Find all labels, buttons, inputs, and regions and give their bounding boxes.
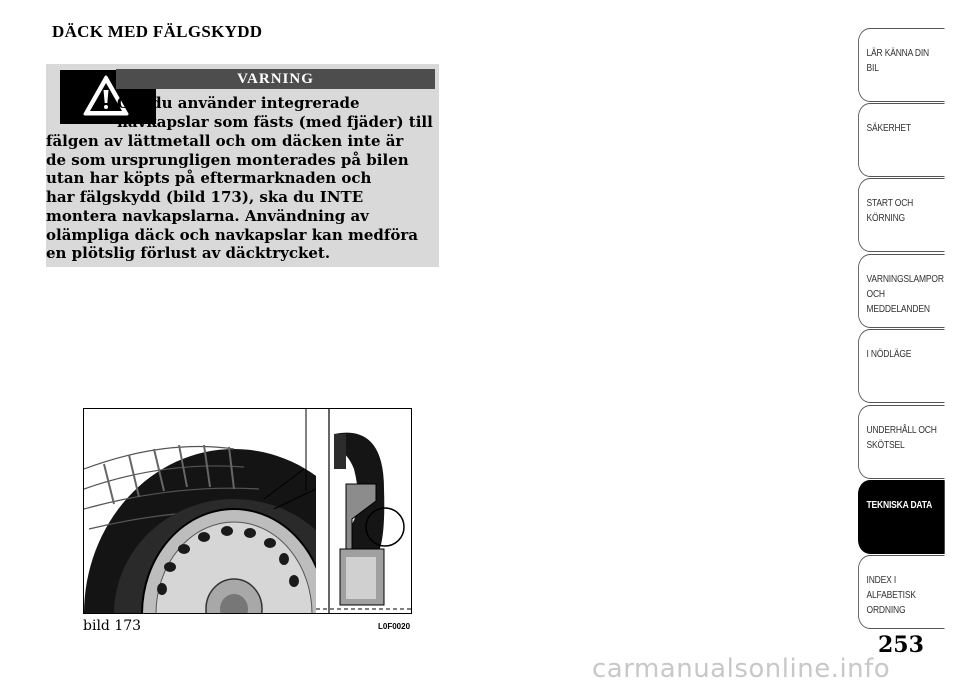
tab-index[interactable] [858,555,945,629]
watermark: carmanualsonline.info [592,654,891,684]
tab-label: TEKNISKA DATA [866,500,933,511]
tab-label: LÄR KÄNNA DIN BIL [866,48,930,74]
page-number: 253 [878,632,924,658]
tab-tekniska-data[interactable] [858,480,945,554]
tab-varningslampor[interactable] [858,254,945,328]
tire-wheel-drawing [84,409,412,614]
tab-label: VARNINGSLAMPOR OCH MEDDELANDEN [866,274,944,315]
tab-lar-kanna-din-bil[interactable] [858,28,945,102]
figure-caption: bild 173 [83,618,142,634]
tab-start-och-korning[interactable] [858,178,945,252]
tab-label: UNDERHÅLL OCH SKÖTSEL [866,425,937,451]
tab-label: START OCH KÖRNING [866,198,914,224]
warning-title: VARNING [116,69,435,89]
tab-i-nodlage[interactable] [858,329,945,403]
warning-box [46,64,439,267]
tab-sakerhet[interactable] [858,103,945,177]
warning-text-rest: fälgen av lättmetall och om däcken inte är de som ursprungligen monterades på bilen utan har köpts på eftermarknaden och har fälgskydd (bild 173), ska du INTE montera navkapslarna. Användning av olämpliga däck och navkapslar kan medföra en plötslig förlust av däcktrycket. [46,132,418,263]
figure-code: L0F0020 [378,622,411,631]
tab-label: I NÖDLÄGE [866,349,912,360]
warning-text-first: Om du använder integrerade navkapslar som fästs (med fjäder) till [117,94,433,131]
section-heading: DÄCK MED FÄLGSKYDD [52,22,263,41]
tire-illustration [83,408,412,614]
tab-label: SÄKERHET [866,123,911,134]
tab-label: INDEX I ALFABETISK ORDNING [866,575,916,616]
tab-underhall-och-skotsel[interactable] [858,405,945,479]
